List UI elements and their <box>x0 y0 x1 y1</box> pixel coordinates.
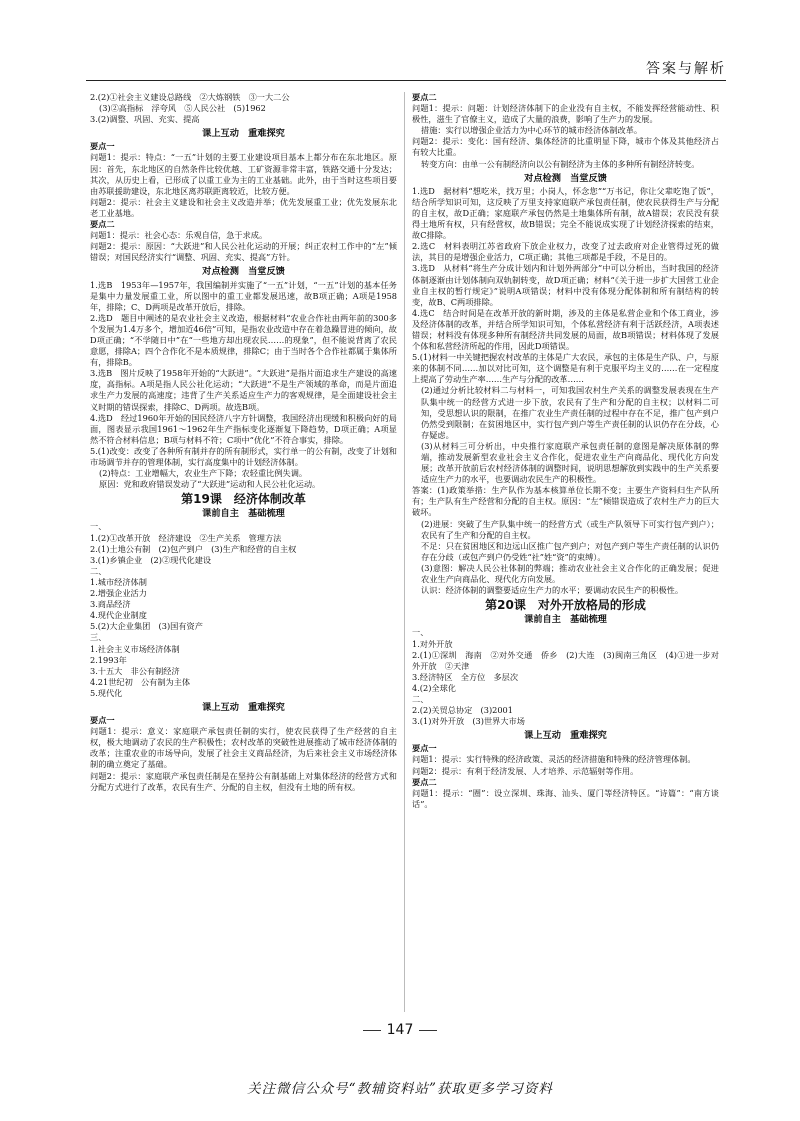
answer-paragraph: 3.十五大 非公有制经济 <box>90 665 180 676</box>
answer-paragraph: 4.现代企业制度 <box>90 610 147 621</box>
answer-paragraph: 3.经济特区 全方位 多层次 <box>412 671 519 682</box>
left-column <box>90 92 397 793</box>
answer-paragraph: 转变方向：由单一公有制经济向以公有制经济为主体的多种所有制经济转变。 <box>421 158 700 169</box>
key-point-label: 要点二 <box>90 219 115 230</box>
answer-paragraph: 3.选D 从材料“将生产分成计划内和计划外两部分”中可以分析出，当时我国的经济体制逐渐由计划体制向双轨制转变，故D项正确；材料“《关于进一步扩大国营工业企业自主权的暂行规定》”说明A项错误；材料中没有体现分配体制和所有制结构的转变，故B、C两项排除。 <box>412 263 719 307</box>
right-column <box>412 92 719 810</box>
answer-paragraph: 问题2：提示：有利于经济发展、人才培养、示范辐射等作用。 <box>412 765 639 776</box>
answer-paragraph: 问题2：提示：变化：国有经济、集体经济的比重明显下降，城市个体及其他经济占有较大比重。 <box>412 136 719 158</box>
answer-paragraph: 2.增强企业活力 <box>90 588 147 599</box>
page-number-text: 147 <box>386 1022 414 1038</box>
answer-paragraph: 3.(2)调整、巩固、充实、提高 <box>90 114 200 125</box>
header-title: 答案与解析 <box>646 61 726 77</box>
answer-paragraph: 问题1：提示：问题：计划经济体制下的企业没有自主权，不能发挥经营能动性、积极性，滋生了官僚主义，造成了大量的浪费，影响了生产力的发展。 <box>412 103 719 125</box>
column-divider <box>404 92 405 1012</box>
answer-paragraph: 一、 <box>412 627 429 638</box>
section-heading: 课上互动 重难探究 <box>202 128 285 140</box>
answer-paragraph: 认识：经济体制的调整要适应生产力的水平；要调动农民生产的积极性。 <box>421 585 684 596</box>
answer-paragraph: 问题1：提示：“圈”：设立深圳、珠海、汕头、厦门等经济特区。“诗篇”：“南方谈话”。 <box>412 787 719 809</box>
answer-paragraph: 1.选D 据材料“想吃米，找万里；小岗人，怀念您”“万书记，你让父辈吃饱了饭”，结合所学知识可知，这反映了万里支持家庭联产承包责任制，使农民获得生产与分配的自主权，故D正确；家庭联产承包仍然是土地集体所有制，故A错误；农民没有获得土地所有权，只有经营权，故B错误；完全不能说成实现了计划经济探索的结束，故C排除。 <box>412 185 719 241</box>
key-point-label: 要点二 <box>412 92 437 102</box>
footer-note: 关注微信公众号“教辅资料站”获取更多学习资料 <box>247 1081 553 1097</box>
section-heading: 课前自主 基础梳理 <box>202 508 285 520</box>
key-point-label: 要点一 <box>90 141 115 152</box>
page-header <box>86 58 726 81</box>
answer-paragraph: 3.(1)对外开放 (3)世界大市场 <box>412 716 525 727</box>
answer-paragraph: 问题2：提示：社会主义建设和社会主义改造并举；优先发展重工业；优先发展东北老工业基地。 <box>90 196 397 218</box>
answer-paragraph: 二、 <box>412 693 429 704</box>
answer-paragraph: (2)进展：突破了生产队集中统一的经营方式（或生产队领导下可实行包产到户）；农民有了生产和分配的自主权。 <box>421 518 719 540</box>
answer-paragraph: 2.(2)①社会主义建设总路线 ②大炼钢铁 ③一大二公 <box>90 92 290 102</box>
answer-paragraph: 问题2：提示：原因：“大跃进”和人民公社化运动的开展；纠正农村工作中的“左”倾错误；对国民经济实行“调整、巩固、充实、提高”方针。 <box>90 241 397 263</box>
key-point-label: 要点一 <box>90 715 115 726</box>
answer-paragraph: 2.(1)土地公有制 (2)包产到户 (3)生产和经营的自主权 <box>90 543 297 554</box>
answer-paragraph: 5.现代化 <box>90 687 123 698</box>
answer-paragraph: 1.选B 1953年—1957年，我国编制并实施了“一五”计划，“一五”计划的基本任务是集中力量发展重工业，所以图中的重工业都发展迅速，故B项正确；A项是1958年，排除；C、D两项是改革开放后，排除。 <box>90 279 397 312</box>
section-heading: 对点检测 当堂反馈 <box>524 172 607 184</box>
answer-paragraph: 3.选B 图片反映了1958年开始的“大跃进”。“大跃进”是指片面追求生产建设的高速度，高指标。A项是指人民公社化运动；“大跃进”不是生产领域的革命，而是片面追求生产力发展的高速度；违背了生产关系适应生产力的客观规律，是全面建设社会主义时期的错误探索，排除C、D两项。故选B项。 <box>90 368 397 412</box>
section-heading: 课前自主 基础梳理 <box>524 614 607 626</box>
answer-paragraph: 1.社会主义市场经济体制 <box>90 643 180 654</box>
answer-paragraph: 问题2：提示：家庭联产承包责任制是在坚持公有制基础上对集体经济的经营方式和分配方式进行了改革，农民有生产、分配的自主权，但没有土地的所有权。 <box>90 770 397 792</box>
page-number <box>0 1022 800 1038</box>
section-heading: 对点检测 当堂反馈 <box>202 266 285 278</box>
section-heading: 课上互动 重难探究 <box>524 730 607 742</box>
answer-paragraph: 4.21世纪初 公有制为主体 <box>90 676 191 687</box>
answer-paragraph: 1.(2)①改革开放 经济建设 ②生产关系 管理方法 <box>90 532 282 543</box>
key-point-label: 要点一 <box>412 743 437 754</box>
answer-paragraph: 问题1：提示：实行特殊的经济政策、灵活的经济措施和特殊的经济管理体制。 <box>412 754 696 765</box>
answer-paragraph: 4.选C 结合时间是在改革开放的新时期，涉及的主体是私营企业和个体工商业，涉及经济体制的改革，并结合所学知识可知，个体私营经济有利于活跃经济，A项表述错误；材料没有体现多种所有制经济共同发展的局面，故B项错误；材料体现了发展个体和私营经济所起的作用，因此D项错误。 <box>412 307 719 352</box>
answer-paragraph: 1.城市经济体制 <box>90 576 147 587</box>
answer-paragraph: 2.(2)关贸总协定 (3)2001 <box>412 705 513 716</box>
answer-paragraph: 4.选D 经过1960年开始的国民经济八字方针调整，我国经济出现缓和积极向好的局面，图表显示我国1961～1962年生产指标变化逐渐复下降趋势，D项正确；A项显然不符合材料信息；B项与材料不符；C项中“优化”不符合事实，排除。 <box>90 412 397 445</box>
answer-paragraph: 4.(2)全球化 <box>412 682 456 693</box>
key-point-label: 要点二 <box>412 776 437 787</box>
answer-paragraph: 不足：只在贫困地区和边远山区推广包产到户；对包产到户等生产责任制的认识仍存在分歧（或包产到户仍受姓“社”姓“资”的束缚）。 <box>421 540 719 562</box>
answer-paragraph: 措施：实行以增强企业活力为中心环节的城市经济体制改革。 <box>421 125 643 136</box>
answer-paragraph: 2.选C 材料表明江苏省政府下放企业权力，改变了过去政府对企业管得过死的做法，其目的是增强企业活力，C项正确；其他三项都是手段，不是目的。 <box>412 241 719 263</box>
answer-paragraph: (3)从材料三可分析出，中央推行家庭联产承包责任制的意图是解决原体制的弊端，推动发展新型农业社会主义合作化，促进农业生产向商品化、现代化方向发展；改革开放前后农村经济体制的调整时间，说明思想解放到实践中的生产关系要适应生产力的水平，也要调动农民生产的积极性。 <box>421 440 719 485</box>
answer-paragraph: 2.(1)①深圳 海南 ②对外交通 侨乡 (2)大连 (3)闽南三角区 (4)①进一步对外开放 ②天津 <box>412 649 719 671</box>
answer-paragraph: 2.1993年 <box>90 654 127 665</box>
answer-paragraph: (2)特点：工业增幅大，农业生产下降；农轻重比例失调。 <box>99 468 308 479</box>
answer-paragraph: 3.(1)乡镇企业 (2)②现代化建设 <box>90 554 212 565</box>
answer-paragraph: 5.(1)改变：改变了各种所有制并存的所有制形式，实行单一的公有制，改变了计划和市场调节并存的管理体制，实行高度集中的计划经济体制。 <box>90 445 397 467</box>
answer-paragraph: 2.选D 题目中阐述的是农业社会主义改造，根据材料“农业合作社由两年前的300多个发展为1.4万多个，增加近46倍”可知，是指农业改造中存在着急躁冒进的倾向，故D项正确；“不学随日中”在“一些地方却出现农民……的现象”，但不能说背离了农民意愿，排除A；四个合作化不是本质规律，排除C；由于当时各个合作社都属于集体所有，排除B。 <box>90 312 397 368</box>
answer-paragraph: (2)通过分析比较材料二与材料一，可知我国农村生产关系的调整发展表现在生产队集中统一的经营方式进一步下放，农民有了生产和分配的自主权；以材料二可知，受思想认识的限制，在推广农业生产责任制的过程中存在不足，推广包产到户仍然受到限制；在贫困地区中，实行包产到户等生产责任制的认识仍存在分歧，心存疑虑。 <box>421 385 719 440</box>
answer-paragraph: 三、 <box>90 632 107 643</box>
answer-paragraph: 问题1：提示：社会心态：乐观自信，急于求成。 <box>90 230 268 241</box>
answer-paragraph: 原因：党和政府错误发动了“大跃进”运动和人民公社化运动。 <box>99 479 321 490</box>
answer-paragraph: 问题1：提示：特点：“一五”计划的主要工业建设项目基本上都分布在东北地区。原因：首先，东北地区的自然条件比较优越、工矿资源非常丰富，铁路交通十分发达；其次，从历史上看，已形成了以重工业为主的工业基础。此外，由于当时这些项目要由苏联援助建设，东北地区离苏联距离较近，比较方便。 <box>90 152 397 196</box>
answer-paragraph: 二、 <box>90 565 107 576</box>
answer-paragraph: 问题1：提示：意义：家庭联产承包责任制的实行，使农民获得了生产经营的自主权，极大地调动了农民的生产积极性；农村改革的突破性进展推动了城市经济体制的改革；注重农业的市场导向，发展了社会主义商品经济，为后来社会主义市场经济体制的确立奠定了基础。 <box>90 726 397 770</box>
lesson-title: 第20课 对外开放格局的形成 <box>485 598 646 613</box>
answer-paragraph: 5.(2)大企业集团 (3)国有资产 <box>90 621 203 632</box>
answer-paragraph: 一、 <box>90 521 107 532</box>
answer-paragraph: 1.对外开放 <box>412 638 453 649</box>
answer-paragraph: (3)意图：解决人民公社体制的弊端；推动农业社会主义合作化的正确发展；促进农业生产向商品化、现代化方向发展。 <box>421 562 719 585</box>
answer-paragraph: 3.商品经济 <box>90 599 131 610</box>
section-heading: 课上互动 重难探究 <box>202 701 285 713</box>
answer-paragraph: 答案：(1)政策举措：生产队作为基本核算单位长期不变；主要生产资料归生产队所有；生产队有生产经营和分配的自主权。原因：“左”倾错误造成了农村生产力的巨大破坏。 <box>412 485 719 518</box>
answer-paragraph: (3)②高指标 浮夸风 ⑤人民公社 (5)1962 <box>99 103 266 114</box>
answer-paragraph: 5.(1)材料一中关键把握农村改革的主体是广大农民，承包的主体是生产队、户，与原来的体制不同……加以对比可知，这个调整是有利于克服平均主义的……在一定程度上提高了劳动生产率……生产与分配的改革…… <box>412 352 719 385</box>
lesson-title: 第19课 经济体制改革 <box>181 492 306 507</box>
